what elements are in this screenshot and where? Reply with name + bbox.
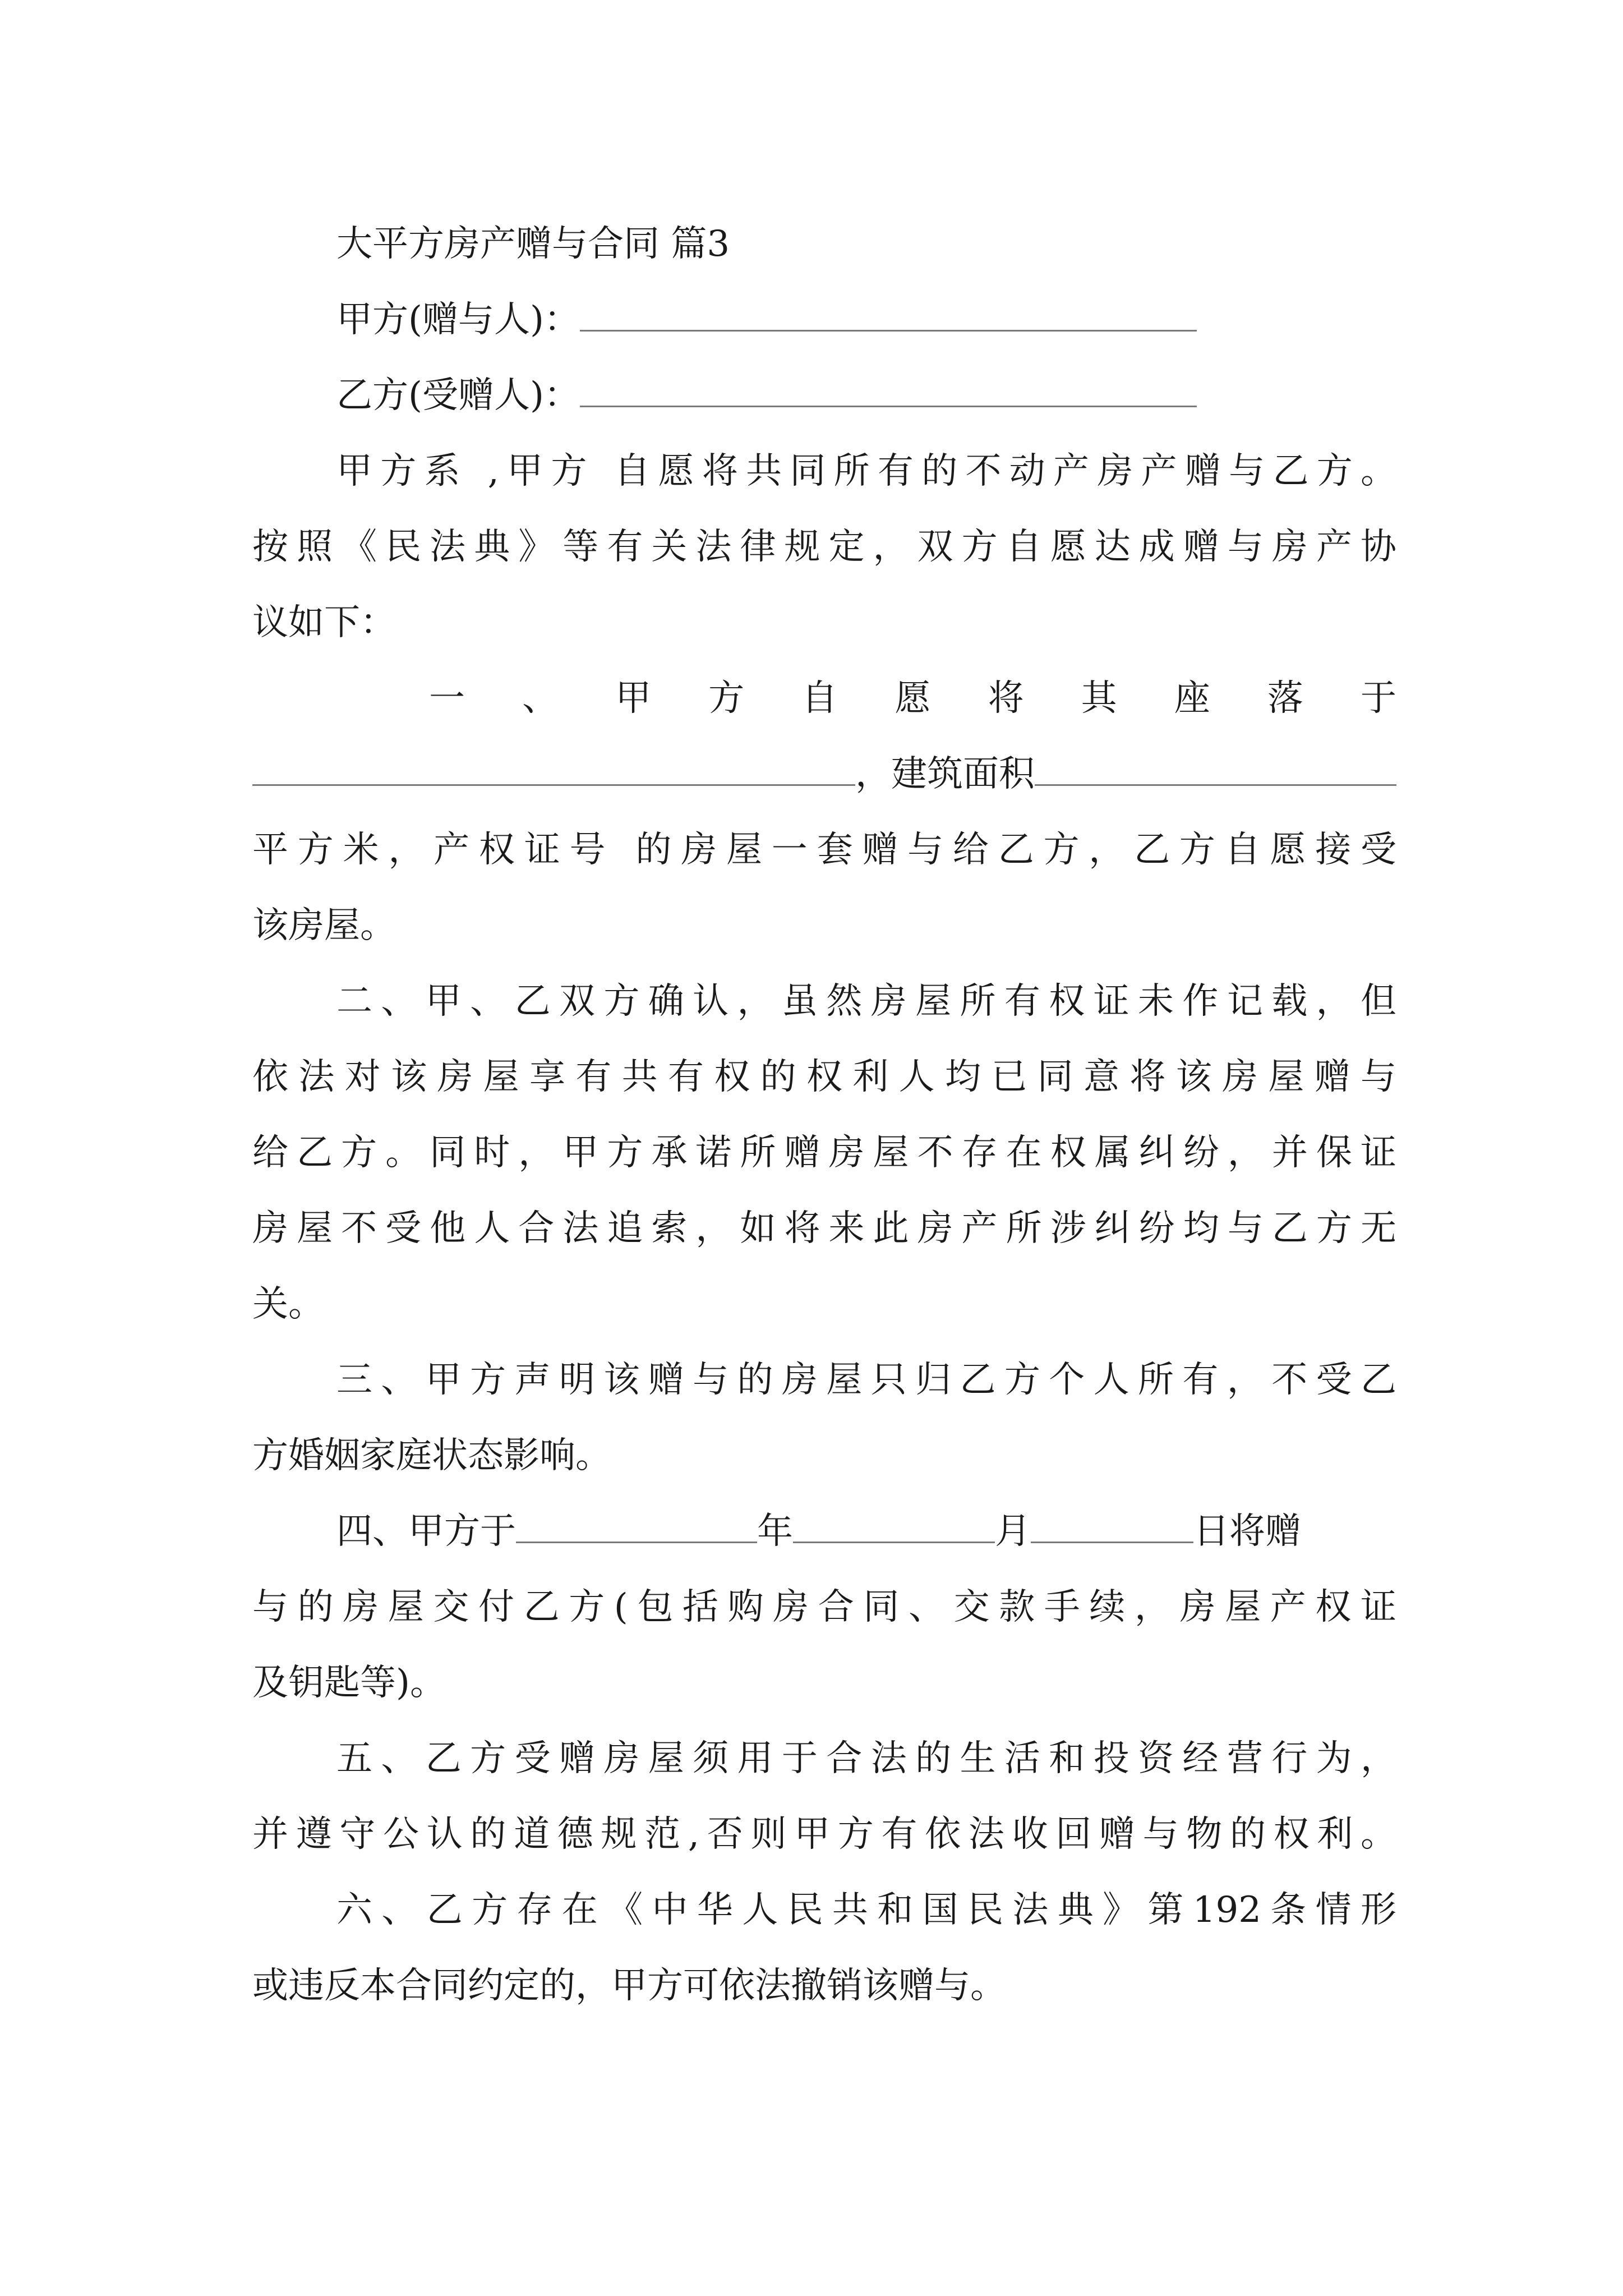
item1-char: 座: [1174, 678, 1210, 719]
party-b-blank[interactable]: [580, 370, 1197, 407]
item1-char: 甲: [615, 678, 652, 719]
item1-char: 于: [1360, 678, 1396, 719]
intro-line-2: 按照《民法典》等有关法律规定，双方自愿达成赠与房产协: [252, 526, 1396, 568]
item4-line-2: 与的房屋交付乙方(包括购房合同、交款手续，房屋产权证: [252, 1586, 1396, 1628]
party-a-row: [336, 292, 1396, 348]
item2-line-5: 关。: [252, 1283, 324, 1325]
item1-line-2: [252, 746, 1396, 802]
party-a-label: 甲方(赠与人)：: [336, 299, 580, 341]
area-label: ，建筑面积: [855, 753, 1035, 795]
area-blank[interactable]: [1035, 748, 1396, 786]
year-label: 年: [757, 1511, 793, 1552]
item2-line-1: 二、甲、乙双方确认，虽然房屋所有权证未作记载，但: [336, 981, 1396, 1022]
year-blank[interactable]: [516, 1506, 757, 1543]
item5-line-1: 五、乙方受赠房屋须用于合法的生活和投资经营行为，: [336, 1738, 1396, 1779]
party-b-row: [336, 367, 1396, 424]
item5-line-2: 并遵守公认的道德规范,否则甲方有依法收回赠与物的权利。: [252, 1814, 1396, 1855]
item1-line-3: 平方米，产权证号 的房屋一套赠与给乙方，乙方自愿接受: [252, 829, 1396, 871]
intro-line-1: 甲方系 ,甲方 自愿将共同所有的不动产房产赠与乙方。: [336, 450, 1396, 492]
item1-char: 愿: [895, 678, 931, 719]
item4-line-1: [336, 1503, 1396, 1559]
item1-char: 自: [801, 678, 838, 719]
party-b-label: 乙方(受赠人)：: [336, 375, 580, 416]
item6-line-1: 六、乙方存在《中华人民共和国民法典》第192条情形: [336, 1889, 1396, 1931]
item4-prefix: 四、甲方于: [336, 1511, 516, 1552]
item3-line-1: 三、甲方声明该赠与的房屋只归乙方个人所有，不受乙: [336, 1359, 1396, 1401]
item3-line-2: 方婚姻家庭状态影响。: [252, 1435, 611, 1476]
month-blank[interactable]: [793, 1506, 995, 1543]
item1-char: 落: [1267, 678, 1303, 719]
item2-line-3: 给乙方。同时，甲方承诺所赠房屋不存在权属纠纷，并保证: [252, 1132, 1396, 1174]
item6-line-2: 或违反本合同约定的，甲方可依法撤销该赠与。: [252, 1965, 1006, 2007]
intro-line-3: 议如下：: [252, 602, 396, 643]
item1-char: 将: [988, 678, 1024, 719]
item4-line-3: 及钥匙等)。: [252, 1662, 446, 1704]
item1-char: 、: [522, 678, 559, 719]
item1-line-4: 该房屋。: [252, 905, 396, 946]
item1-char: 方: [708, 678, 745, 719]
item2-line-4: 房屋不受他人合法追索，如将来此房产所涉纠纷均与乙方无: [252, 1208, 1396, 1249]
item1-char: 一: [429, 678, 465, 719]
day-tail: 日将赠: [1193, 1511, 1301, 1552]
party-a-blank[interactable]: [580, 294, 1197, 332]
location-blank[interactable]: [252, 748, 855, 786]
item1-line-1: [429, 670, 1396, 726]
item2-line-2: 依法对该房屋享有共有权的权利人均已同意将该房屋赠与: [252, 1056, 1396, 1098]
month-label: 月: [995, 1511, 1031, 1552]
day-blank[interactable]: [1031, 1506, 1193, 1543]
contract-title: 大平方房产赠与合同 篇3: [336, 223, 730, 265]
item1-char: 其: [1081, 678, 1117, 719]
